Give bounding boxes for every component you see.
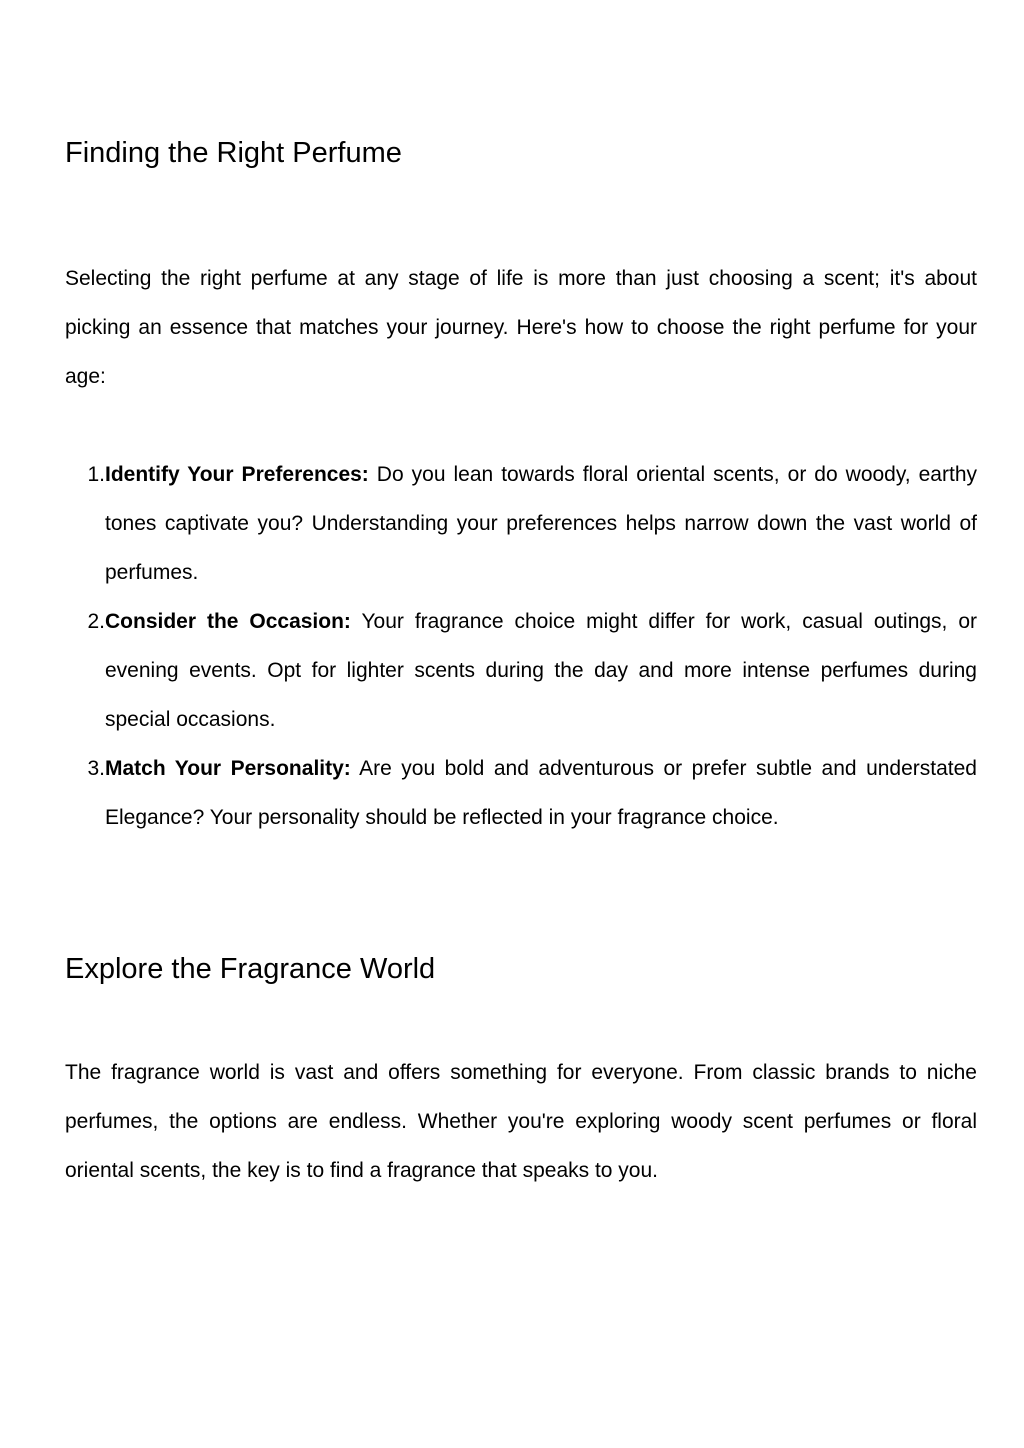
list-item-text: Your fragrance choice might differ for work, casual outings, or evening events. Opt for lighter scents during the day and more intense perfumes during special occasions. xyxy=(105,610,977,731)
list-item-text: Do you lean towards floral oriental scents, or do woody, earthy tones captivate you? Understanding your preferences helps narrow down the vast world of perfumes. xyxy=(105,463,977,584)
list-item-number: 2. xyxy=(87,610,105,633)
intro-paragraph: Selecting the right perfume at any stage of life is more than just choosing a scent; it's about picking an essence that matches your journey. Here's how to choose the right perfume for your age: xyxy=(65,267,977,388)
page-title: Finding the Right Perfume xyxy=(65,137,402,169)
list-item-title: Match Your Personality: xyxy=(105,757,351,780)
section-paragraph: The fragrance world is vast and offers something for everyone. From classic brands to niche perfumes, the options are endless. Whether you're exploring woody scent perfumes or floral oriental scents, the key is to find a fragrance that speaks to you. xyxy=(65,1061,977,1182)
list-item-title: Identify Your Preferences: xyxy=(105,463,369,486)
steps-list xyxy=(65,450,977,842)
list-item-number: 1. xyxy=(87,463,105,486)
section-heading: Explore the Fragrance World xyxy=(65,953,436,985)
list-item xyxy=(65,744,977,842)
list-item-number: 3. xyxy=(87,757,105,780)
list-item-text: Are you bold and adventurous or prefer subtle and understated Elegance? Your personality should be reflected in your fragrance choice. xyxy=(105,757,977,829)
list-item xyxy=(65,597,977,744)
list-item-title: Consider the Occasion: xyxy=(105,610,351,633)
list-item xyxy=(65,450,977,597)
